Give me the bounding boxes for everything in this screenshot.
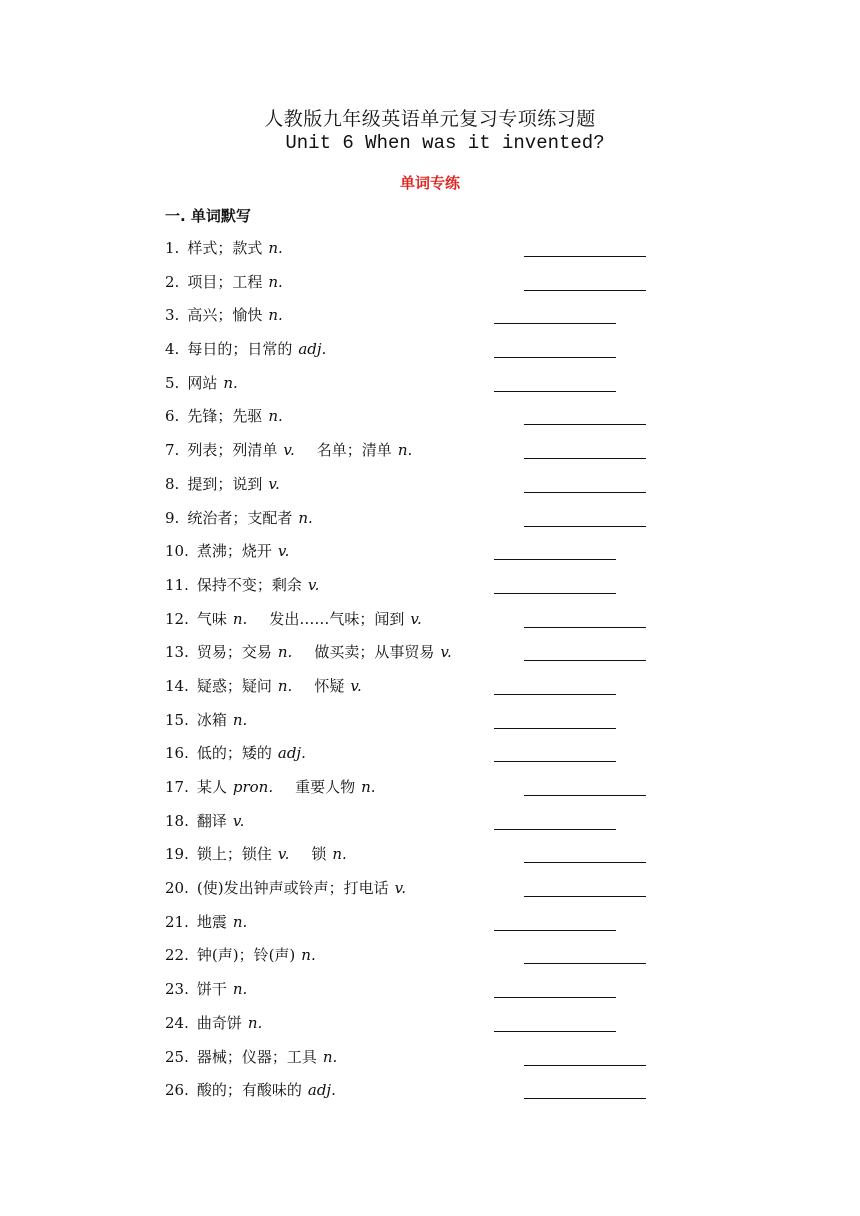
answer-blank[interactable] (494, 694, 616, 695)
answer-blank[interactable] (524, 660, 646, 661)
answer-blank[interactable] (494, 357, 616, 358)
chinese-meaning: 提到；说到 (187, 474, 263, 493)
definition-segment (197, 542, 293, 560)
definition-segment (197, 1014, 266, 1032)
chinese-meaning: 列表；列清单 (187, 441, 278, 460)
chinese-meaning: 锁 (311, 845, 327, 864)
chinese-meaning: 某人 (196, 778, 227, 796)
answer-blank[interactable] (524, 627, 646, 628)
list-item (165, 912, 665, 946)
item-definition (197, 711, 251, 729)
list-item (165, 1080, 665, 1114)
item-definition (187, 441, 416, 459)
part-of-speech: n. (277, 676, 293, 695)
definition-segment (187, 340, 330, 358)
list-item (165, 339, 665, 373)
list-item (165, 979, 665, 1013)
part-of-speech: v. (232, 811, 245, 830)
list-item (165, 272, 665, 306)
item-number: 3. (165, 306, 180, 325)
list-item (165, 373, 665, 407)
chinese-meaning: 酸的；有酸味的 (196, 1081, 302, 1100)
definition-segment (187, 273, 286, 291)
answer-blank[interactable] (524, 963, 646, 964)
item-definition (197, 1014, 266, 1032)
part-of-speech: v. (277, 845, 290, 864)
item-definition (197, 845, 351, 863)
list-item (165, 844, 665, 878)
definition-segment (314, 643, 455, 661)
part-of-speech: n. (232, 980, 248, 999)
item-definition (197, 812, 248, 830)
item-definition (197, 744, 310, 762)
item-number: 18. (165, 811, 189, 830)
chinese-meaning: 统治者；支配者 (187, 508, 293, 527)
part-of-speech: v. (440, 643, 452, 662)
list-item (165, 440, 665, 474)
item-definition (197, 610, 426, 628)
list-item (165, 541, 665, 575)
vocabulary-list (165, 238, 665, 1114)
chinese-meaning: 保持不变；剩余 (196, 575, 302, 594)
answer-blank[interactable] (494, 559, 616, 560)
part-of-speech: n. (301, 946, 316, 965)
part-of-speech: adj. (298, 340, 327, 359)
part-of-speech: v. (277, 542, 290, 561)
chinese-meaning: 贸易；交易 (196, 643, 272, 662)
chinese-meaning: 钟(声)；铃(声) (196, 946, 296, 965)
definition-segment (187, 441, 298, 459)
definition-segment (197, 711, 251, 729)
list-item (165, 710, 665, 744)
item-definition (197, 1081, 340, 1099)
item-number: 25. (165, 1047, 189, 1066)
list-item (165, 474, 665, 508)
list-item (165, 743, 665, 777)
part-of-speech: n. (268, 407, 283, 426)
item-number: 9. (165, 508, 180, 527)
definition-segment (314, 677, 365, 695)
part-of-speech: n. (232, 912, 248, 931)
part-of-speech: v. (350, 676, 362, 695)
definition-segment (187, 374, 241, 392)
definition-segment (187, 239, 286, 257)
list-item (165, 305, 665, 339)
item-number: 8. (165, 474, 180, 493)
definition-segment (197, 643, 296, 661)
item-definition (187, 306, 286, 324)
list-item (165, 811, 665, 845)
part-of-speech: n. (268, 239, 283, 257)
answer-blank[interactable] (494, 997, 616, 998)
item-definition (197, 677, 366, 695)
answer-blank[interactable] (524, 526, 646, 527)
definition-segment (295, 778, 379, 796)
item-definition (187, 239, 286, 257)
chinese-meaning: 名单；清单 (316, 441, 392, 460)
chinese-meaning: 曲奇饼 (196, 1013, 242, 1032)
item-number: 2. (165, 272, 180, 291)
definition-segment (197, 677, 296, 695)
chinese-meaning: 冰箱 (196, 710, 227, 729)
item-number: 19. (165, 845, 189, 864)
item-definition (197, 980, 251, 998)
item-number: 16. (165, 744, 189, 763)
item-number: 21. (165, 912, 189, 931)
part-of-speech: n. (322, 1047, 338, 1066)
item-number: 7. (165, 441, 180, 460)
answer-blank[interactable] (524, 1065, 646, 1066)
answer-blank[interactable] (494, 391, 616, 392)
list-item (165, 777, 665, 811)
part-of-speech: n. (361, 778, 376, 796)
part-of-speech: n. (232, 710, 248, 729)
answer-blank[interactable] (524, 492, 646, 493)
page-title: 人教版九年级英语单元复习专项练习题 (264, 108, 596, 130)
chinese-meaning: 做买卖；从事贸易 (314, 643, 435, 662)
definition-segment (197, 610, 251, 628)
list-item (165, 676, 665, 710)
answer-blank[interactable] (494, 761, 616, 762)
item-number: 17. (165, 778, 189, 796)
list-item (165, 508, 665, 542)
item-definition (197, 946, 320, 964)
chinese-meaning: 地震 (196, 912, 227, 931)
answer-blank[interactable] (524, 1098, 646, 1099)
item-definition (197, 913, 251, 931)
answer-blank[interactable] (494, 323, 616, 324)
answer-blank[interactable] (524, 862, 646, 863)
item-definition (187, 475, 283, 493)
part-of-speech: n. (332, 845, 347, 864)
chinese-meaning: 翻译 (196, 811, 227, 830)
item-number: 24. (165, 1013, 189, 1032)
chinese-meaning: 疑惑；疑问 (196, 676, 272, 695)
item-number: 15. (165, 710, 189, 729)
part-of-speech: n. (232, 609, 248, 628)
item-number: 11. (165, 575, 189, 594)
item-number: 13. (165, 643, 189, 662)
chinese-meaning: 气味 (196, 609, 227, 628)
definition-segment (197, 812, 248, 830)
part-of-speech: n. (268, 306, 283, 325)
definition-segment (317, 441, 416, 459)
definition-segment (197, 913, 251, 931)
definition-segment (197, 879, 410, 897)
part-of-speech: n. (277, 643, 293, 662)
item-number: 14. (165, 676, 189, 695)
item-number: 20. (165, 879, 189, 898)
part-of-speech: n. (298, 508, 313, 527)
definition-segment (197, 744, 310, 762)
section-heading: 单词专练 (399, 174, 460, 192)
item-number: 10. (165, 542, 189, 561)
definition-segment (197, 946, 320, 964)
definition-segment (311, 845, 350, 863)
part-of-speech: adj. (307, 1081, 336, 1100)
chinese-meaning: 锁上；锁住 (196, 845, 272, 864)
unit-subtitle: Unit 6 When was it invented? (285, 132, 605, 154)
part-heading: 一. 单词默写 (165, 207, 251, 225)
answer-blank[interactable] (494, 593, 616, 594)
chinese-meaning: 样式；款式 (187, 239, 263, 257)
definition-segment (197, 1081, 340, 1099)
list-item (165, 609, 665, 643)
part-of-speech: v. (410, 609, 422, 628)
answer-blank[interactable] (524, 795, 646, 796)
chinese-meaning: 饼干 (196, 980, 227, 999)
answer-blank[interactable] (494, 930, 616, 931)
chinese-meaning: 重要人物 (295, 778, 356, 796)
answer-blank[interactable] (524, 290, 646, 291)
item-definition (197, 542, 293, 560)
part-of-speech: n. (223, 373, 238, 392)
item-definition (197, 576, 323, 594)
item-definition (187, 374, 241, 392)
definition-segment (187, 475, 283, 493)
definition-segment (197, 980, 251, 998)
item-number: 12. (165, 609, 189, 628)
list-item (165, 642, 665, 676)
part-of-speech: n. (247, 1013, 263, 1032)
chinese-meaning: 项目；工程 (187, 272, 263, 291)
answer-blank[interactable] (524, 458, 646, 459)
definition-segment (197, 1048, 341, 1066)
item-definition (197, 1048, 341, 1066)
item-definition (187, 273, 286, 291)
chinese-meaning: (使)发出钟声或铃声；打电话 (196, 879, 389, 898)
chinese-meaning: 低的；矮的 (196, 744, 272, 763)
answer-blank[interactable] (494, 728, 616, 729)
answer-blank[interactable] (524, 896, 646, 897)
chinese-meaning: 怀疑 (314, 676, 345, 695)
definition-segment (187, 306, 286, 324)
list-item (165, 1047, 665, 1081)
definition-segment (197, 576, 323, 594)
part-of-speech: adj. (277, 744, 306, 763)
item-definition (197, 643, 456, 661)
list-item (165, 878, 665, 912)
part-of-speech: v. (394, 879, 407, 898)
chinese-meaning: 高兴；愉快 (187, 306, 263, 325)
definition-segment (197, 778, 277, 796)
definition-segment (197, 845, 293, 863)
item-number: 1. (165, 239, 180, 257)
answer-blank[interactable] (494, 829, 616, 830)
item-number: 22. (165, 946, 189, 965)
part-of-speech: v. (283, 441, 295, 460)
item-definition (187, 340, 330, 358)
definition-segment (187, 407, 286, 425)
answer-blank[interactable] (494, 1031, 616, 1032)
chinese-meaning: 先锋；先驱 (187, 407, 263, 426)
item-number: 4. (165, 340, 180, 359)
list-item (165, 945, 665, 979)
part-of-speech: n. (397, 441, 413, 460)
chinese-meaning: 煮沸；烧开 (196, 542, 272, 561)
chinese-meaning: 网站 (187, 373, 218, 392)
part-of-speech: n. (268, 272, 283, 291)
list-item (165, 238, 665, 272)
item-definition (197, 778, 380, 796)
item-number: 23. (165, 980, 189, 999)
list-item (165, 406, 665, 440)
list-item (165, 1013, 665, 1047)
item-number: 5. (165, 373, 180, 392)
item-number: 26. (165, 1081, 189, 1100)
chinese-meaning: 每日的；日常的 (187, 340, 293, 359)
list-item (165, 575, 665, 609)
definition-segment (269, 610, 425, 628)
item-definition (197, 879, 410, 897)
part-of-speech: pron. (232, 778, 274, 796)
part-of-speech: v. (307, 575, 320, 594)
answer-blank[interactable] (524, 256, 646, 257)
chinese-meaning: 器械；仪器；工具 (196, 1047, 317, 1066)
part-of-speech: v. (268, 474, 280, 493)
definition-segment (187, 509, 316, 527)
answer-blank[interactable] (524, 424, 646, 425)
item-definition (187, 407, 286, 425)
chinese-meaning: 发出……气味；闻到 (269, 609, 405, 628)
item-definition (187, 509, 316, 527)
item-number: 6. (165, 407, 180, 426)
